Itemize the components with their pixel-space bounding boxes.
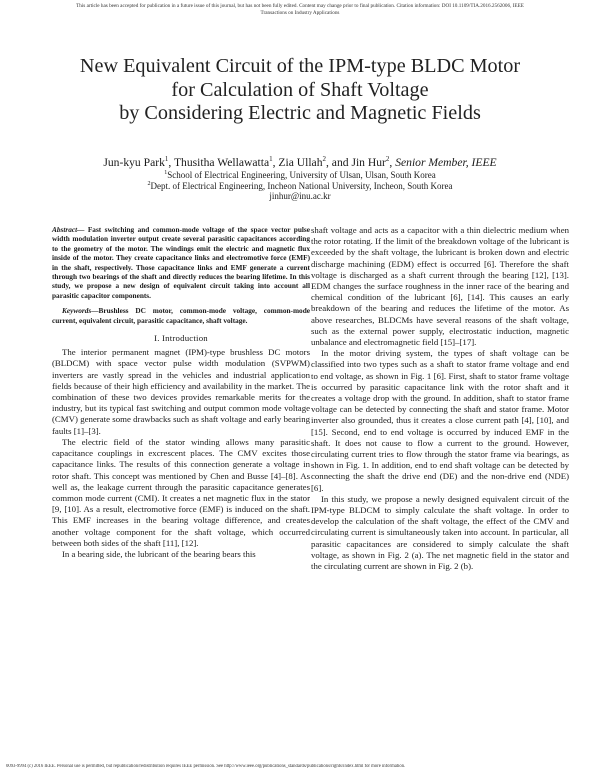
left-column (52, 225, 310, 560)
header-notice-line2: Transactions on Industry Applications (260, 10, 340, 16)
author-sep: , and (326, 155, 352, 169)
keywords-label: Keywords (62, 306, 92, 316)
keywords (52, 306, 310, 325)
author-sep: , (389, 155, 396, 169)
author-sep: , (168, 155, 174, 169)
header-notice (8, 3, 592, 17)
paragraph: In a bearing side, the lubricant of the bearing bears this (62, 548, 256, 559)
affiliation-sup: 1 (164, 170, 168, 176)
title-line-2: for Calculation of Shaft Voltage (171, 78, 429, 101)
paragraph: The electric field of the stator winding allows many parasitic capacitance couplings in excrescent places. The CMV excites those capacitance links. The results of this connection generate a voltage in rotor shaft. This concept was mentioned by Chen and Busse [4]–[8]. As well as, the leakage current through the parasitic capacitance generates common mode current (CMI). It creates a net magnetic flux in the stator [9, [10]. As a result, electromotive force (EMF) is induced on the shaft. This EMF increases in the bearing voltage difference, and creates another voltage component for the shaft voltage, which occurred between both sides of the shaft [11], [12]. (52, 436, 310, 548)
paragraph: shaft voltage and acts as a capacitor with a thin dielectric medium when the rotor rotating. If the limit of the breakdown voltage of the lubricant is exceeded by the shaft voltage, the lubricant is broken down and electric discharge machining (EDM) effect is occurred [6]. Therefore the shaft voltage is discharged as a shaft current through the bearing [12], [13]. EDM changes the surface roughness in the inner race of the bearing and chemical condition of the lubricant [6], [14]. This causes an early breakdown of the bearing and reduces the lifetime of the motor. As above researches, BLDCMs have several reasons of the shaft voltage, such as the external power supply, electrostatic induction, magnetic unbalance and electromagnetic field [15]–[17]. (311, 225, 569, 348)
affiliation-text: Dept. of Electrical Engineering, Incheon National University, Incheon, South Korea (150, 181, 453, 191)
author-name: Jun-kyu Park (103, 155, 165, 169)
affiliation-sup: 2 (147, 181, 151, 187)
author-sup: 2 (385, 155, 390, 163)
paragraph: The interior permanent magnet (IPM)-type brushless DC motors (BLDCM) with space vector pulse width modulation (SVPWM) inverters are vastly spread in the vehicles and industrial application fields because of their high efficiency and availability in the market. The combination of these two devices provides remarkable merits for the industry, but its typical fast switching and output common mode voltage (CMV) generate some drawbacks such as shaft voltage and early bearing faults [1]–[3]. (52, 347, 310, 436)
keywords-text: —Brushless DC motor, common-mode voltage, common-mode current, equivalent circuit, parasitic capacitance, shaft voltage. (52, 306, 310, 325)
abstract (52, 225, 310, 300)
abstract-label: Abstract— (52, 225, 85, 234)
paper-title (20, 55, 580, 126)
paragraph: In this study, we propose a newly designed equivalent circuit of the IPM-type BLDCM to simply calculate the shaft voltage. In order to develop the calculation of the shaft voltage, the effect of the CMV and circulating current is simultaneously taken into account. In particular, all parasitic capacitances are considered to simply calculate the shaft voltage, as shown in Fig. 2 (a). The net magnetic field in the stator and the circulating current are shown in Fig. 2 (b). (311, 493, 569, 572)
title-line-1: New Equivalent Circuit of the IPM-type BLDC Motor (79, 55, 521, 77)
abstract-text: Fast switching and common-mode voltage of the space vector pulse width modulation inverter output create several parasitic capacitances according to the geometry of the motor. The windings emit the electric and magnetic flux inside of the motor. They create capacitance links and electromotive force (EMF) in the shaft, respectively. Those capacitance links and EMF generate a current through two bearings of the shaft and directly reduces the bearing lifetime. In this study, we propose a new design of equivalent circuit taking into account all parasitic capacitor components. (52, 225, 310, 300)
title-line-3: by Considering Electric and Magnetic Fields (119, 102, 481, 124)
author-title: Senior Member, IEEE (395, 155, 497, 169)
copyright-footer: 0093-9994 (c) 2016 IEEE. Personal use is permitted, but republication/redistribution requires IEEE permission. See http://www.ieee.org/publications_standards/publications/rights/index.html for more information. (6, 764, 406, 769)
author-sup: 1 (164, 155, 169, 163)
paragraph: In the motor driving system, the types of shaft voltage can be classified into two types such as a shaft to stator frame voltage and end to end voltage, as shown in Fig. 1 [6]. First, shaft to stator frame voltage is occurred by parasitic capacitance link with the rotor shaft and it creates a voltage drop with the ground. In addition, shaft to stator frame voltage can be detected by connecting the shaft and stator frame. Motor inverter also grounded, thus it creates a close current path [4], [10], and [15]. Second, end to end voltage is occurred by induced EMF in the shaft. It does not cause to flow a current to the ground. However, circulating current tries to flow through the stator frame via bearings, as shown in Fig. 1. In addition, end to end shaft voltage can be detected by connecting the shaft the drive end (DE) and the non-drive end (NDE) [6]. (311, 348, 569, 493)
author-name: Zia Ullah (278, 155, 323, 169)
affiliation-text: School of Electrical Engineering, University of Ulsan, Ulsan, South Korea (167, 170, 436, 180)
author-name: Thusitha Wellawatta (173, 155, 270, 169)
author-sup: 2 (322, 155, 326, 163)
email: jinhur@inu.ac.kr (269, 191, 331, 201)
header-notice-line1: This article has been accepted for publication in a future issue of this journal, but has not been fully edited. Content may change prior to final publication. Citation information: DOI 10.1109/TIA.2016.2562006, IEEE (76, 3, 524, 9)
author-sup: 1 (269, 155, 273, 163)
section-heading: I. Introduction (154, 333, 208, 344)
author-name: Jin Hur (351, 155, 386, 169)
author-sep: , (272, 155, 279, 169)
right-column (311, 225, 569, 572)
